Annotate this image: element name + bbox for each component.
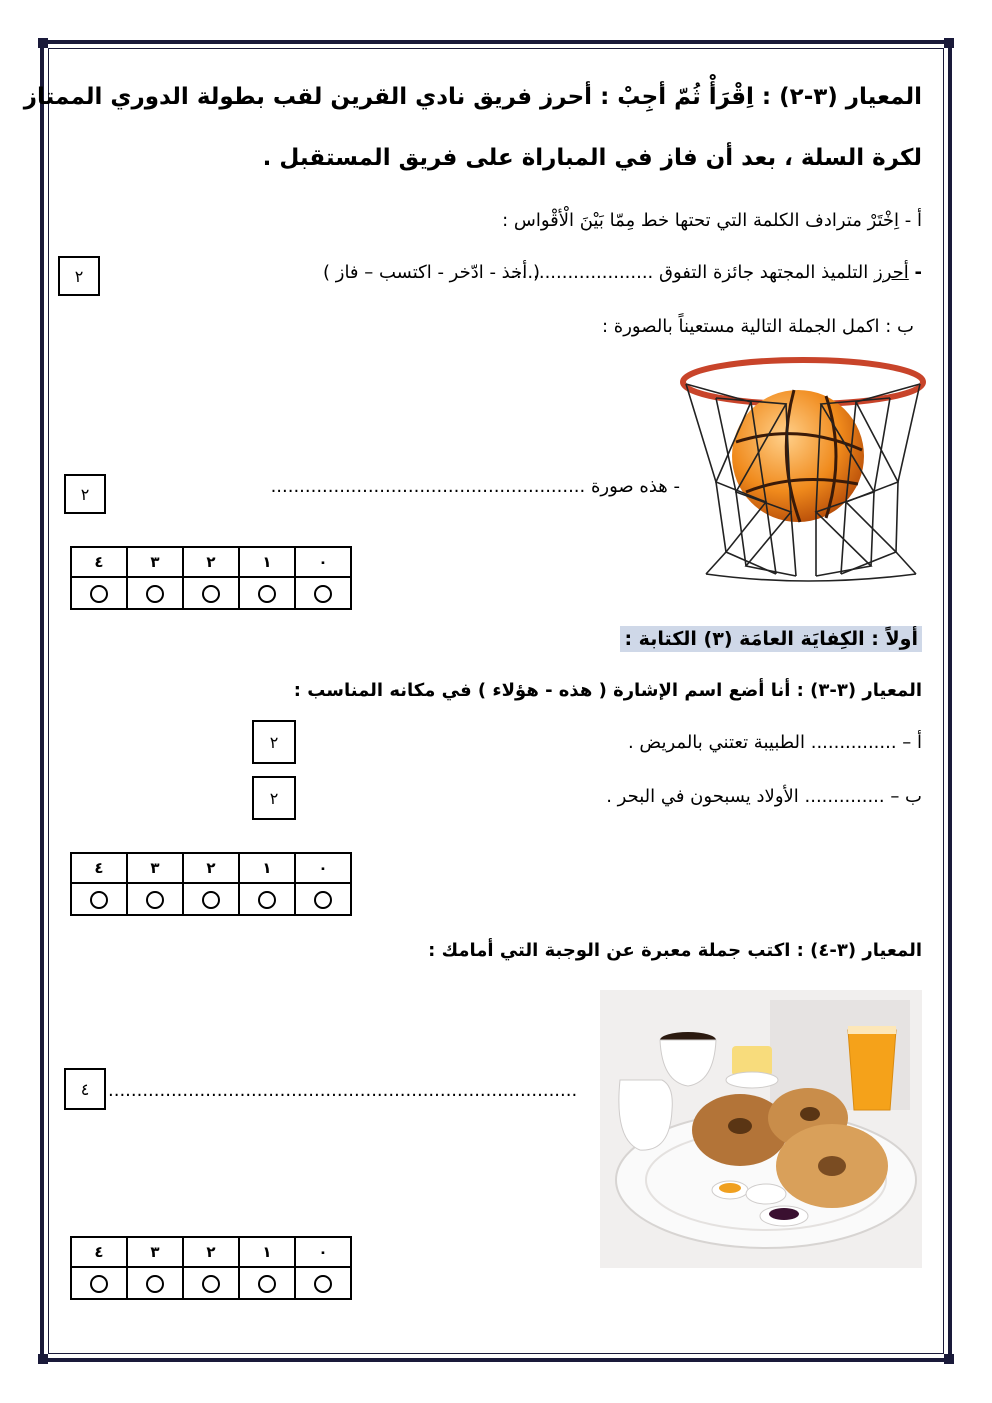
score-number: ٤ (71, 1237, 127, 1267)
bullet-dash: - (914, 262, 922, 283)
score-number: ٣ (127, 1237, 183, 1267)
section2-criterion: المعيار (٣-٣) : أنا أضع اسم الإشارة ( هذه - هؤلاء ) في مكانه المناسب : (293, 680, 922, 701)
score-number: ١ (239, 853, 295, 883)
score-number: ١ (239, 547, 295, 577)
sentence-rest: التلميذ المجتهد جائزة التفوق ......................... (510, 262, 875, 283)
border-corner (944, 38, 954, 48)
question-a: أ - اِخْتَرْ مترادف الكلمة التي تحتها خط مِمّا بَيْنَ الْأقْواس : (502, 210, 922, 231)
section1-line1: المعيار (٣-٢) : اِقْرَأْ ثُمّ أجِبْ : أحرز فريق نادي القرين لقب بطولة الدوري الممتاز (23, 84, 922, 110)
score-number: ٠ (295, 547, 351, 577)
score-number: ١ (239, 1237, 295, 1267)
score-table-1 (70, 546, 352, 610)
score-table-3 (70, 1236, 352, 1300)
score-number: ٠ (295, 1237, 351, 1267)
score-circle[interactable] (202, 585, 220, 603)
score-box-b: ٢ (64, 474, 106, 514)
basketball-hoop-icon (676, 352, 930, 582)
score-number: ٣ (127, 853, 183, 883)
synonym-sentence (510, 262, 922, 283)
section2-item-b: ب – .............. الأولاد يسبحون في البحر . (606, 786, 922, 807)
score-number: ٢ (183, 547, 239, 577)
section2-item-a: أ – ............... الطبيبة تعتني بالمريض . (627, 732, 922, 753)
picture-sentence: - هذه صورة ....................................................... (270, 476, 680, 497)
score-number: ٠ (295, 853, 351, 883)
score-number: ٢ (183, 853, 239, 883)
score-circle[interactable] (146, 891, 164, 909)
score-table-2 (70, 852, 352, 916)
score-circle[interactable] (258, 891, 276, 909)
score-circle[interactable] (314, 891, 332, 909)
score-circle[interactable] (90, 585, 108, 603)
score-number: ٤ (71, 853, 127, 883)
options-text: ( أخذ - ادّخر - اكتسب – فاز ) (323, 262, 540, 283)
score-box-2b: ٢ (252, 776, 296, 820)
answer-line: .................................................................................. (108, 1080, 578, 1101)
score-box-3: ٤ (64, 1068, 106, 1110)
section3-criterion: المعيار (٣-٤) : اكتب جملة معبرة عن الوجبة التي أمامك : (428, 940, 922, 961)
score-circle[interactable] (258, 1275, 276, 1293)
score-circle[interactable] (146, 1275, 164, 1293)
breakfast-photo-icon (600, 990, 922, 1268)
score-circle[interactable] (146, 585, 164, 603)
score-number: ٢ (183, 1237, 239, 1267)
score-circle[interactable] (202, 891, 220, 909)
score-circle[interactable] (258, 585, 276, 603)
score-number: ٤ (71, 547, 127, 577)
border-corner (38, 38, 48, 48)
section1-line2: لكرة السلة ، بعد أن فاز في المباراة على فريق المستقبل . (262, 145, 922, 171)
score-circle[interactable] (314, 1275, 332, 1293)
score-circle[interactable] (90, 891, 108, 909)
border-corner (38, 1354, 48, 1364)
score-number: ٣ (127, 547, 183, 577)
score-box-a: ٢ (58, 256, 100, 296)
score-circle[interactable] (90, 1275, 108, 1293)
score-circle[interactable] (314, 585, 332, 603)
section2-heading: أولاً : الكِفايَة العامَة (٣) الكتابة : (620, 626, 922, 652)
question-b: ب : اكمل الجملة التالية مستعيناً بالصورة : (602, 316, 914, 337)
border-corner (944, 1354, 954, 1364)
score-box-2a: ٢ (252, 720, 296, 764)
score-circle[interactable] (202, 1275, 220, 1293)
underlined-word: أحرز (874, 262, 909, 283)
